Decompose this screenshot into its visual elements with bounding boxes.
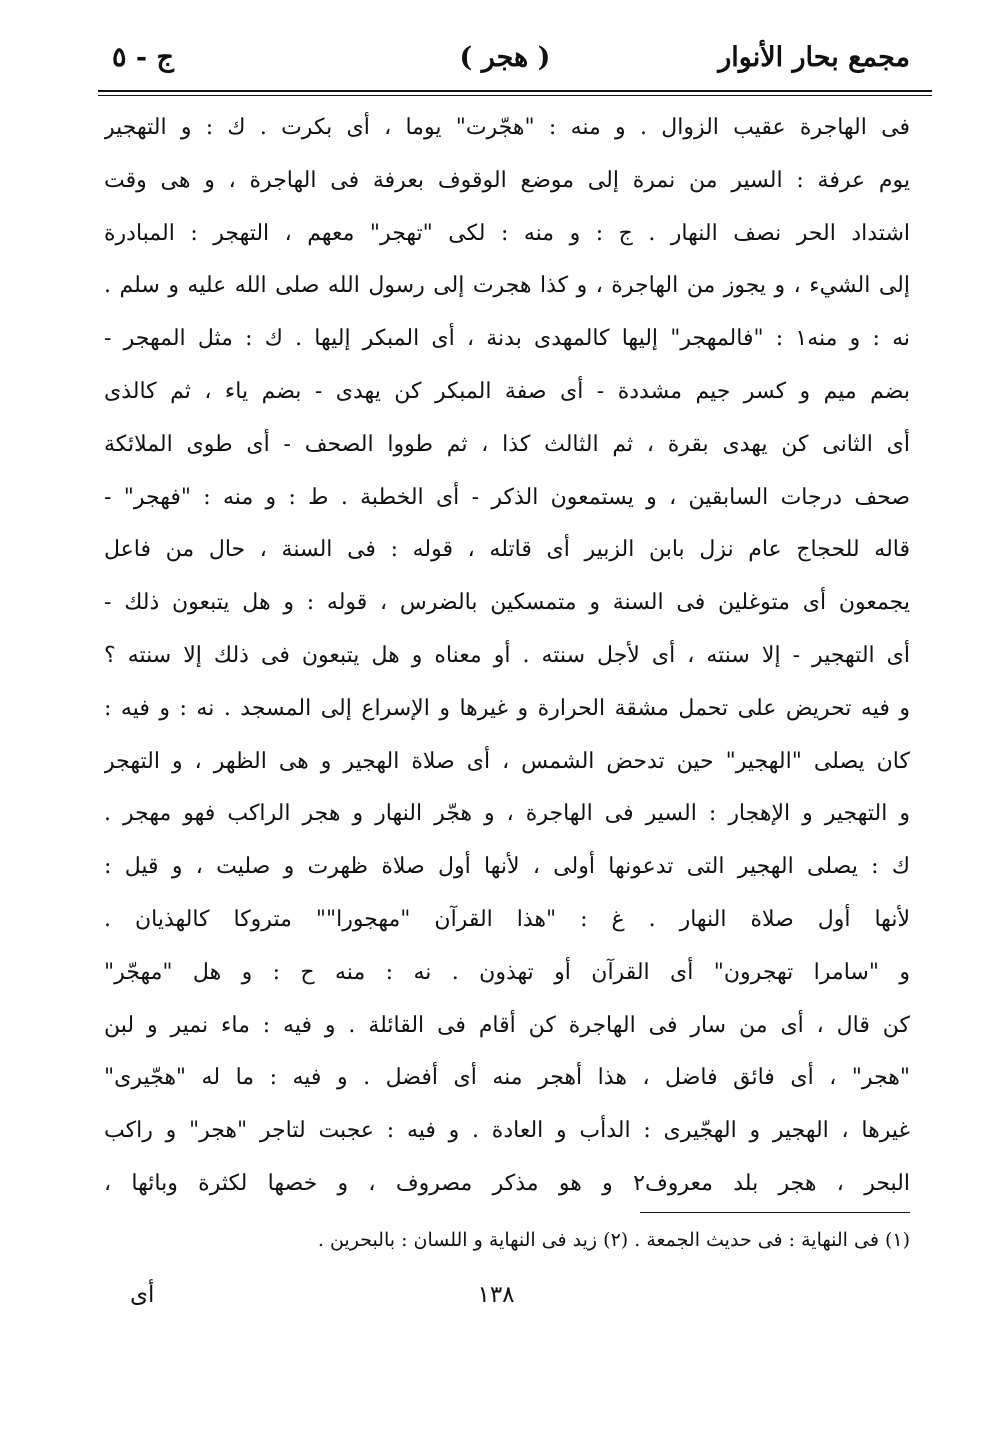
text-line: كان يصلى "الهجير" حين تدحض الشمس ، أى صلاة الهجير و هى الظهر ، و التهجر bbox=[104, 748, 910, 774]
text-line: بضم ميم و كسر جيم مشددة - أى صفة المبكر كن يهدى - بضم ياء ، ثم كالذى bbox=[104, 378, 910, 404]
text-line: غيرها ، الهجير و الهجّيرى : الدأب و العادة . و فيه : عجبت لتاجر "هجر" و راكب bbox=[104, 1118, 910, 1144]
text-line: و فيه تحريض على تحمل مشقة الحرارة و غيرها و الإسراع إلى المسجد . نه : و فيه : bbox=[104, 695, 910, 721]
header-rule bbox=[98, 90, 932, 92]
text-line: صحف درجات السابقين ، و يستمعون الذكر - أى الخطبة . ط : و منه : "فهجر" - bbox=[104, 484, 910, 510]
footnote-rule bbox=[640, 1212, 910, 1213]
text-line: البحر ، هجر بلد معروف٢ و هو مذكر مصروف ، و خصها لكثرة وبائها ، bbox=[104, 1170, 910, 1196]
text-line: كن قال ، أى من سار فى الهاجرة كن أقام فى القائلة . و فيه : ماء نمير و لبن bbox=[104, 1012, 910, 1038]
book-title: مجمع بحار الأنوار bbox=[718, 42, 910, 73]
text-line: يجمعون أى متوغلين فى السنة و متمسكين بالضرس ، قوله : و هل يتبعون ذلك - bbox=[104, 590, 910, 616]
text-line: إلى الشيء ، و يجوز من الهاجرة ، و كذا هجرت إلى رسول الله صلى الله عليه و سلم . bbox=[104, 273, 910, 299]
text-line: "هجر" ، أى فائق فاضل ، هذا أهجر منه أى أفضل . و فيه : ما له "هجّيرى" bbox=[104, 1065, 910, 1091]
body-text bbox=[104, 102, 910, 1211]
text-line: أى الثانى كن يهدى بقرة ، ثم الثالث كذا ، ثم طووا الصحف - أى طوى الملائكة bbox=[104, 431, 910, 457]
text-line: أى التهجير - إلا سنته ، أى لأجل سنته . أو معناه و هل يتبعون فى ذلك إلا سنته ؟ bbox=[104, 642, 910, 668]
text-line: يوم عرفة : السير من نمرة إلى موضع الوقوف بعرفة فى الهاجرة ، و هى وقت bbox=[104, 167, 910, 193]
text-line: و التهجير و الإهجار : السير فى الهاجرة ، و هجّر النهار و هجر الراكب فهو مهجر . bbox=[104, 801, 910, 827]
catchword: أى bbox=[130, 1282, 155, 1308]
running-header bbox=[100, 36, 910, 86]
volume-number: ج - ٥ bbox=[112, 42, 174, 73]
text-line: ك : يصلى الهجير التى تدعونها أولى ، لأنها أول صلاة ظهرت و صليت ، و قيل : bbox=[104, 854, 910, 880]
header-rule-thin bbox=[98, 95, 932, 96]
text-line: و "سامرا تهجرون" أى القرآن أو تهذون . نه : منه ح : و هل "مهجّر" bbox=[104, 959, 910, 985]
text-line: قاله للحجاج عام نزل بابن الزبير أى قاتله ، قوله : فى السنة ، حال من فاعل bbox=[104, 537, 910, 563]
entry-root-heading: ( هجر ) bbox=[459, 42, 551, 73]
footnotes: (١) فى النهاية : فى حديث الجمعة . (٢) زيد فى النهاية و اللسان : بالبحرين . bbox=[317, 1229, 910, 1251]
text-line: اشتداد الحر نصف النهار . ج : و منه : لكى "تهجر" معهم ، التهجر : المبادرة bbox=[104, 220, 910, 246]
text-line: لأنها أول صلاة النهار . غ : "هذا القرآن "مهجورا"" متروكا كالهذيان . bbox=[104, 906, 910, 932]
page-number: ١٣٨ bbox=[477, 1282, 515, 1308]
text-line: فى الهاجرة عقيب الزوال . و منه : "هجّرت" يوما ، أى بكرت . ك : و التهجير bbox=[104, 115, 910, 140]
text-line: نه : و منه١ : "فالمهجر" إليها كالمهدى بدنة ، أى المبكر إليها . ك : مثل المهجر - bbox=[104, 326, 910, 352]
